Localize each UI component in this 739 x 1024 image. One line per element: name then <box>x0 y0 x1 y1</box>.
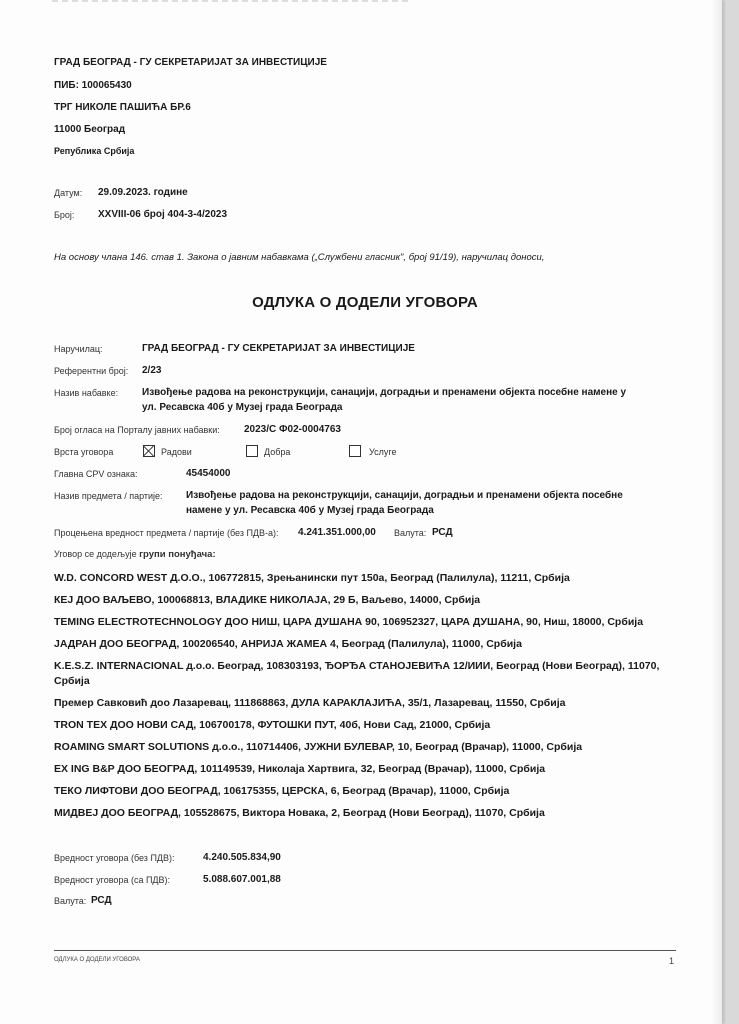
totals-currency-label: Валута: <box>54 896 87 906</box>
ref-value: 2/23 <box>142 365 162 376</box>
bidder-item: КЕЈ ДОО ВАЉЕВО, 100068813, ВЛАДИКЕ НИКОЛАЈА, 29 Б, Ваљево, 14000, Србија <box>54 594 481 606</box>
contract-type-label: Врста уговора <box>54 447 114 457</box>
cpv-value: 45454000 <box>186 468 231 479</box>
date-value: 29.09.2023. године <box>98 187 188 198</box>
subject-line2: намене у ул. Ресавска 40б у Музеј града Београда <box>186 505 434 516</box>
type-goods-label: Добра <box>264 447 291 457</box>
date-label: Датум: <box>54 188 83 198</box>
header-country: Република Србија <box>54 146 135 156</box>
awarded-prefix: Уговор се додељује <box>54 549 137 559</box>
bidder-item: W.D. CONCORD WEST Д.О.О., 106772815, Зрењанински пут 150а, Београд (Палилула), 11211, Србија <box>54 572 570 584</box>
bidder-item: ЈАДРАН ДОО БЕОГРАД, 100206540, АНРИЈА ЖАМЕА 4, Београд (Палилула), 11000, Србија <box>54 638 522 650</box>
footer-page-number: 1 <box>669 956 675 966</box>
subject-label: Назив предмета / партије: <box>54 491 163 501</box>
footer-doc-name: ОДЛУКА О ДОДЕЛИ УГОВОРА <box>54 957 140 963</box>
page-edge <box>712 0 722 1024</box>
ref-label: Референтни број: <box>54 366 129 376</box>
number-value: XXVIII-06 број 404-3-4/2023 <box>98 209 228 220</box>
bidder-item: Премер Савковић доо Лазаревац, 111868863, ДУЛА КАРАКЛАЈИЋА, 35/1, Лазаревац, 11550, Србија <box>54 697 566 709</box>
awarded-label <box>54 549 216 560</box>
procurement-name-label: Назив набавке: <box>54 388 119 398</box>
type-works-label: Радови <box>161 447 192 457</box>
preamble: На основу члана 146. став 1. Закона о јавним набавкама („Службени гласник", број 91/19), наручилац доноси, <box>54 252 545 263</box>
portal-value: 2023/С Ф02-0004763 <box>244 424 341 435</box>
client-label: Наручилац: <box>54 344 103 354</box>
bidder-item: K.E.S.Z. INTERNACIONAL д.о.о. Београд, 108303193, ЂОРЂА СТАНОЈЕВИЋА 12/ИИИ, Београд (Нови Београд), 11070, <box>54 660 660 672</box>
bidder-item-continuation: Србија <box>54 675 90 687</box>
header-postal-city: 11000 Београд <box>54 124 126 135</box>
type-services-label: Услуге <box>369 447 397 457</box>
value-no-vat: 4.240.505.834,90 <box>203 852 281 863</box>
client-value: ГРАД БЕОГРАД - ГУ СЕКРЕТАРИЈАТ ЗА ИНВЕСТИЦИЈЕ <box>142 343 415 354</box>
bidder-item: ROAMING SMART SOLUTIONS д.о.о., 110714406, ЈУЖНИ БУЛЕВАР, 10, Београд (Врачар), 11000, Србија <box>54 741 583 753</box>
estimated-value-label: Процењена вредност предмета / партије (без ПДВ-а): <box>54 528 279 538</box>
cpv-label: Главна CPV ознака: <box>54 469 138 479</box>
header-pib: ПИБ: 100065430 <box>54 80 132 91</box>
top-scan-artifact <box>52 0 412 2</box>
number-label: Број: <box>54 210 75 220</box>
estimated-currency-label: Валута: <box>394 528 427 538</box>
portal-label: Број огласа на Порталу јавних набавки: <box>54 425 220 435</box>
footer-rule <box>54 950 676 951</box>
header-org: ГРАД БЕОГРАД - ГУ СЕКРЕТАРИЈАТ ЗА ИНВЕСТИЦИЈЕ <box>54 57 327 68</box>
checkbox-works-checked <box>143 445 155 457</box>
page-title: ОДЛУКА О ДОДЕЛИ УГОВОРА <box>252 294 478 311</box>
estimated-value: 4.241.351.000,00 <box>298 527 376 538</box>
bidder-item: TEMING ELECTROTECHNOLOGY ДОО НИШ, ЦАРА ДУШАНА 90, 106952327, ЦАРА ДУШАНА, 90, Ниш, 18000, Србија <box>54 616 644 628</box>
bidder-item: МИДВЕЈ ДОО БЕОГРАД, 105528675, Виктора Новака, 2, Београд (Нови Београд), 11070, Србија <box>54 807 545 819</box>
checkbox-goods <box>246 445 258 457</box>
bidder-item: TRON TEX ДОО НОВИ САД, 106700178, ФУТОШКИ ПУТ, 40б, Нови Сад, 21000, Србија <box>54 719 491 731</box>
awarded-group: групи понуђача: <box>139 549 216 560</box>
procurement-name-line1: Извођење радова на реконструкцији, санацији, доградњи и пренамени објекта посебне намене у <box>142 387 627 398</box>
checkbox-services <box>349 445 361 457</box>
subject-line1: Извођење радова на реконструкцији, санацији, доградњи и пренамени објекта посебне <box>186 490 623 501</box>
bidder-item: ТЕКО ЛИФТОВИ ДОО БЕОГРАД, 106175355, ЦЕРСКА, 6, Београд (Врачар), 11000, Србија <box>54 785 510 797</box>
value-vat-label: Вредност уговора (са ПДВ): <box>54 875 171 885</box>
procurement-name-line2: ул. Ресавска 40б у Музеј града Београда <box>142 402 343 413</box>
bidder-item: EX ING B&P ДОО БЕОГРАД, 101149539, Николаја Хартвига, 32, Београд (Врачар), 11000, Србија <box>54 763 546 775</box>
totals-currency-value: РСД <box>91 895 112 906</box>
estimated-currency-value: РСД <box>432 527 453 538</box>
header-address: ТРГ НИКОЛЕ ПАШИЋА БР.6 <box>54 102 191 113</box>
value-no-vat-label: Вредност уговора (без ПДВ): <box>54 853 175 863</box>
value-vat: 5.088.607.001,88 <box>203 874 281 885</box>
